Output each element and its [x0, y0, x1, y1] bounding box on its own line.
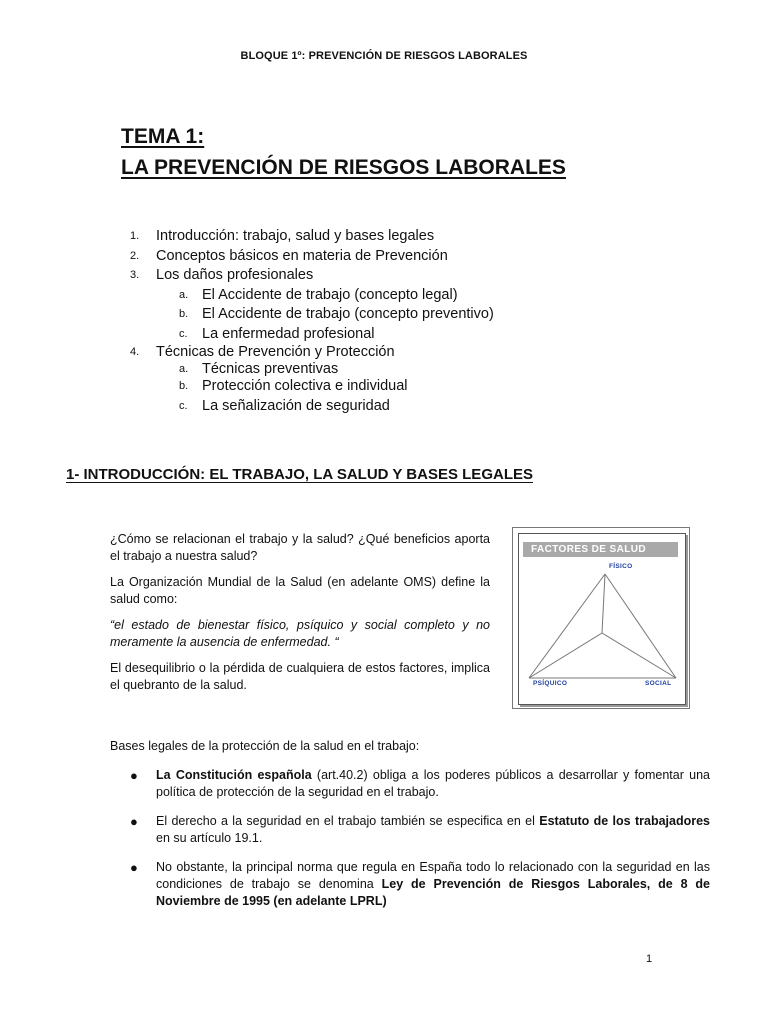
toc-number: c.: [179, 399, 188, 412]
figure-panel: [518, 533, 686, 705]
list-item: [130, 859, 710, 910]
toc-number: b.: [179, 380, 189, 392]
toc-text: Protección colectiva e individual: [202, 378, 408, 394]
strong-text: Estatuto de los trabajadores: [539, 814, 710, 828]
label-fisico: FÍSICO: [609, 563, 633, 570]
spoke-left: [529, 633, 602, 678]
item-text: El derecho a la seguridad en el trabajo también se especifica en el: [156, 814, 540, 828]
toc-text: La enfermedad profesional: [202, 325, 375, 342]
toc-text: Técnicas preventivas: [202, 360, 339, 377]
toc-text: El Accidente de trabajo (concepto preventivo): [202, 306, 494, 322]
label-social: SOCIAL: [645, 680, 672, 687]
bullet-icon: ●: [130, 814, 138, 829]
toc-text: Introducción: trabajo, salud y bases legales: [156, 228, 435, 244]
intro-text-block: [110, 531, 490, 703]
legal-bases-list: [130, 767, 710, 922]
edge-right: [605, 574, 676, 678]
toc-text: La señalización de seguridad: [202, 397, 390, 414]
toc-text: El Accidente de trabajo (concepto legal): [202, 286, 458, 303]
intro-paragraph: El desequilibrio o la pérdida de cualquiera de estos factores, implica el quebranto de la salud.: [110, 661, 490, 692]
strong-text: La Constitución española: [156, 768, 312, 782]
list-item: [130, 767, 710, 801]
who-definition-quote: “el estado de bienestar físico, psíquico y social completo y no meramente la ausencia de enfermedad. “: [110, 618, 490, 649]
health-factors-figure: [512, 527, 690, 709]
strong-text: Ley de Prevención de Riesgos Laborales, de 8 de Noviembre de 1995 (en adelante LPRL): [156, 877, 711, 908]
toc-number: a.: [179, 288, 189, 301]
bullet-icon: ●: [130, 768, 138, 783]
label-psiquico: PSÍQUICO: [533, 680, 568, 687]
edge-left: [529, 574, 605, 678]
intro-paragraph: La Organización Mundial de la Salud (en adelante OMS) define la salud como:: [110, 575, 490, 606]
toc-number: b.: [179, 308, 189, 320]
page-number: 1: [646, 953, 653, 965]
toc-number: a.: [179, 362, 189, 375]
intro-paragraph: ¿Cómo se relacionan el trabajo y la salud? ¿Qué beneficios aporta el trabajo a nuestra salud?: [110, 532, 490, 563]
toc-text: Los daños profesionales: [156, 267, 314, 283]
toc-number: 4.: [130, 346, 140, 358]
title-line-1: TEMA 1:: [121, 125, 205, 148]
item-text: en su artículo 19.1.: [156, 831, 263, 845]
figure-banner: FACTORES DE SALUD: [523, 542, 678, 557]
page-title: [121, 121, 566, 183]
health-factors-diagram: [519, 534, 685, 704]
toc-number: 3.: [130, 269, 140, 281]
section-heading: 1- INTRODUCCIÓN: EL TRABAJO, LA SALUD Y BASES LEGALES: [66, 466, 533, 483]
list-item: [130, 813, 710, 847]
spoke-top: [602, 574, 605, 633]
toc-text: Conceptos básicos en materia de Prevención: [156, 247, 448, 264]
item-text: No obstante, la principal norma que regula en España todo lo relacionado con la seguridad en las condiciones de trabajo se denomina: [156, 860, 710, 891]
toc-number: 1.: [130, 230, 140, 242]
bullet-icon: ●: [130, 860, 138, 875]
running-header: BLOQUE 1º: PREVENCIÓN DE RIESGOS LABORALES: [240, 50, 528, 62]
title-line-2: LA PREVENCIÓN DE RIESGOS LABORALES: [121, 156, 566, 179]
toc-number: c.: [179, 327, 188, 340]
item-text: (art.40.2) obliga a los poderes públicos a desarrollar y fomentar una política de protección de la seguridad en el trabajo.: [156, 768, 710, 799]
toc-text: Técnicas de Prevención y Protección: [156, 344, 395, 360]
spoke-right: [602, 633, 676, 678]
legal-bases-intro: Bases legales de la protección de la salud en el trabajo:: [110, 739, 420, 753]
toc-number: 2.: [130, 249, 140, 262]
